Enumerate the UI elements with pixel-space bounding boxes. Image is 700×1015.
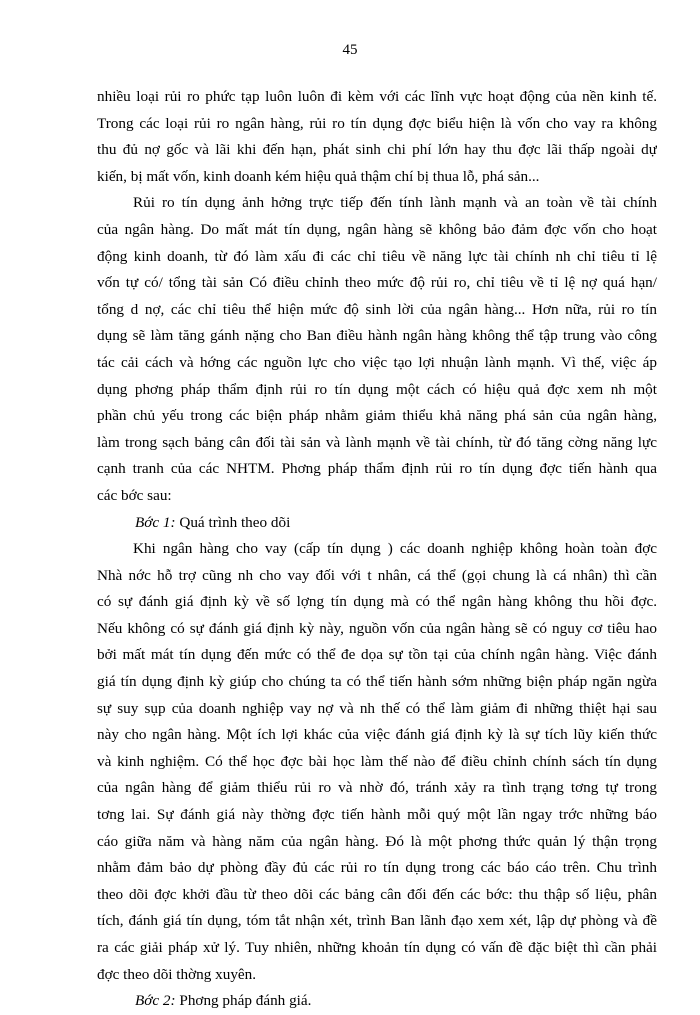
text-line: đợc theo dõi thờng xuyên. xyxy=(97,965,257,983)
step-2-heading xyxy=(97,988,657,1015)
text-line: cạnh tranh của các NHTM. Phơng pháp thẩm định rủi ro tín dụng đợc tiến hành qua xyxy=(97,460,657,478)
text-line: này cho ngân hàng. Một ích lợi khác của việc đánh giá định kỳ là sự tích lũy kiến thức xyxy=(97,726,657,744)
text-line: Nhà nớc hỗ trợ cũng nh cho vay đối với t nhân, cá thể (gọi chung là cá nhân) thì cần xyxy=(97,566,657,584)
text-line: có sự đánh giá định kỳ về số lợng tín dụng mà có thể ngân hàng không thu hồi đợc. xyxy=(97,593,657,611)
document-body xyxy=(97,84,657,1015)
text-line: và kinh nghiệm. Có thể học đợc bài học làm thế nào để điều chỉnh chính sách tín dụng xyxy=(97,752,657,770)
text-line: của ngân hàng. Do mất mát tín dụng, ngân hàng sẽ không bảo đảm đợc vốn cho hoạt xyxy=(97,220,657,238)
step-1-label: Bớc 1: xyxy=(135,513,176,531)
step-2-label: Bớc 2: xyxy=(135,992,176,1010)
text-line: bởi mất mát tín dụng đến mức có thể đe dọa sự tồn tại của chính ngân hàng. Việc đánh xyxy=(97,646,657,664)
text-line: ra các giải pháp xử lý. Tuy nhiên, những khoản tín dụng có vấn đề đặc biệt thì cần phải xyxy=(97,939,657,956)
text-line: tổng d nợ, các chỉ tiêu thể hiện mức độ sinh lời của ngân hàng... Hơn nữa, rủi ro tín xyxy=(97,300,657,318)
text-line: động kinh doanh, từ đó làm xấu đi các chỉ tiêu về năng lực tài chính nh chỉ tiêu tỉ lệ xyxy=(97,247,657,265)
text-line: giá tín dụng định kỳ giúp cho chúng ta có thể tiến hành sớm những biện pháp ngăn ngừa xyxy=(97,673,657,691)
text-line: của ngân hàng để giảm thiểu rủi ro và nhờ đó, tránh xảy ra tình trạng tơng tự trong xyxy=(97,779,657,797)
text-line: Trong các loại rủi ro ngân hàng, rủi ro tín dụng đợc biểu hiện là vốn cho vay ra không xyxy=(97,114,657,132)
text-line: dụng phơng pháp thẩm định rủi ro tín dụng một cách có hiệu quả đợc xem nh một xyxy=(97,380,657,398)
text-line: Rủi ro tín dụng ảnh hởng trực tiếp đến tính lành mạnh và an toàn về tài chính xyxy=(133,194,657,212)
text-line: nhiều loại rủi ro phức tạp luôn luôn đi kèm với các lĩnh vực hoạt động của nền kinh tế. xyxy=(97,88,657,105)
text-line: Nếu không có sự đánh giá định kỳ này, nguồn vốn của ngân hàng sẽ có nguy cơ tiêu hao xyxy=(97,619,657,637)
text-line: thu đủ nợ gốc và lãi khi đến hạn, phát sinh chi phí lớn hay thu đợc lãi thấp ngoài dự xyxy=(97,141,657,159)
text-line: nhằm đảm bảo dự phòng đầy đủ các rủi ro tín dụng trong các báo cáo trên. Chu trình xyxy=(97,859,657,877)
text-line: kiến, bị mất vốn, kinh doanh kém hiệu quả thậm chí bị thua lỗ, phá sản... xyxy=(97,167,540,185)
text-line: theo dõi đợc khởi đầu từ theo dõi các bảng cân đối đến các bớc: thu thập số liệu, phân xyxy=(97,885,657,903)
text-line: các bớc sau: xyxy=(97,486,172,504)
text-line: tác cải cách và hớng các nguồn lực cho việc tạo lợi nhuận lành mạnh. Vì thế, việc áp xyxy=(97,353,657,371)
text-line: dụng sẽ làm tăng gánh nặng cho Ban điều hành ngân hàng không thể tập trung vào công xyxy=(97,327,657,345)
page-number: 45 xyxy=(342,42,358,58)
step-1-title: Quá trình theo dõi xyxy=(179,513,291,531)
text-line: làm trong sạch bảng cân đối tài sản và lành mạnh về tài chính, từ đó tăng cờng năng lực xyxy=(97,433,657,451)
text-line: tơng lai. Sự đánh giá này thờng đợc tiến hành mỗi quý một lần ngay trớc những báo xyxy=(97,806,657,824)
step-2-title: Phơng pháp đánh giá. xyxy=(179,992,312,1010)
text-line: phần chủ yếu trong các biện pháp nhằm giảm thiểu khả năng phá sản của ngân hàng, xyxy=(97,407,657,425)
text-line: tích, đánh giá tín dụng, tóm tắt nhận xét, trình Ban lãnh đạo xem xét, lập dự phòng và đề xyxy=(97,912,657,930)
step-1-heading xyxy=(97,510,657,537)
text-line: Khi ngân hàng cho vay (cấp tín dụng ) các doanh nghiệp không hoàn toàn đợc xyxy=(133,540,657,558)
text-line: cáo giữa năm và hàng năm của ngân hàng. Đó là một phơng thức quản lý thận trọng xyxy=(97,832,657,850)
text-line: sự suy sụp của doanh nghiệp vay nợ và nh thế có thể làm giảm đi những thiệt hại sau xyxy=(97,699,657,717)
text-line: vốn tự có/ tổng tài sản Có điều chỉnh theo mức độ rủi ro, chỉ tiêu về tỉ lệ nợ quá hạn/ xyxy=(97,274,657,292)
